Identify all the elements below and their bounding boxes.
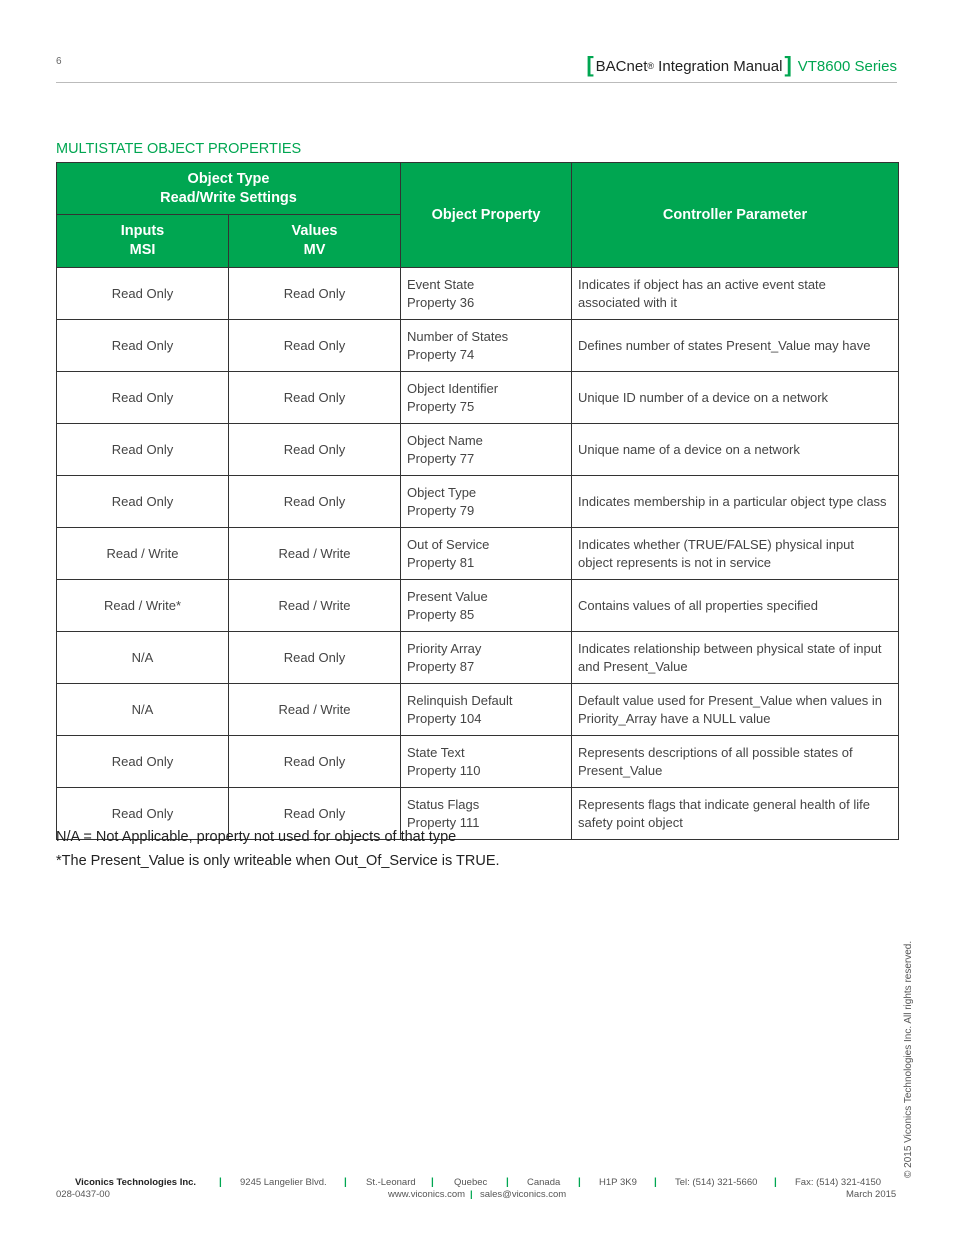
table-row [57,528,899,580]
cell-inputs: Read Only [57,268,229,320]
cell-description: Unique name of a device on a network [572,424,899,476]
cell-property: Out of Service Property 81 [401,528,572,580]
cell-values: Read Only [229,424,401,476]
header-object-type: Object Type Read/Write Settings [57,163,401,215]
cell-description: Represents descriptions of all possible states of Present_Value [572,736,899,788]
cell-description: Represents flags that indicate general health of life safety point object [572,788,899,840]
cell-property: Object Identifier Property 75 [401,372,572,424]
footer-fax: Fax: (514) 321-4150 [795,1177,882,1188]
cell-inputs: Read Only [57,788,229,840]
series-name: VT8600 Series [797,57,897,75]
header-controller-parameter: Controller Parameter [572,163,899,268]
cell-description: Contains values of all properties specified [572,580,899,632]
cell-property: State Text Property 110 [401,736,572,788]
footer-email-link[interactable]: sales@viconics.com [480,1189,567,1200]
cell-values: Read / Write [229,580,401,632]
cell-description: Indicates whether (TRUE/FALSE) physical input object represents is not in service [572,528,899,580]
document-header-title [584,52,897,77]
table-row [57,684,899,736]
footer-separator: | [774,1177,777,1188]
page-number: 6 [56,56,62,67]
footer-tel: Tel: (514) 321-5660 [675,1177,758,1188]
footer-postal-code: H1P 3K9 [599,1177,637,1188]
footer-province: Quebec [454,1177,488,1188]
cell-property: Object Type Property 79 [401,476,572,528]
table-row [57,372,899,424]
cell-values: Read Only [229,372,401,424]
footer-city: St.-Leonard [366,1177,416,1188]
cell-property: Priority Array Property 87 [401,632,572,684]
cell-inputs: Read / Write* [57,580,229,632]
footer-separator: | [219,1177,222,1188]
cell-property: Status Flags Property 111 [401,788,572,840]
footer-separator: | [654,1177,657,1188]
registered-mark: ® [647,61,655,71]
footer-company: Viconics Technologies Inc. [75,1177,197,1188]
cell-values: Read Only [229,476,401,528]
table-row [57,632,899,684]
table-row [57,580,899,632]
header-object-property: Object Property [401,163,572,268]
cell-inputs: Read Only [57,736,229,788]
present-value-note: *The Present_Value is only writeable when Out_Of_Service is TRUE. [56,853,500,869]
footer-website-link[interactable]: www.viconics.com [388,1189,466,1200]
footer-separator: | [470,1189,473,1200]
cell-values: Read Only [229,788,401,840]
manual-name: BACnet [595,57,648,75]
footer-separator: | [344,1177,347,1188]
section-title: MULTISTATE OBJECT PROPERTIES [56,141,302,157]
header-close-bracket: ] [784,52,792,77]
table-row [57,476,899,528]
cell-inputs: Read Only [57,476,229,528]
cell-description: Unique ID number of a device on a network [572,372,899,424]
footer-address: 9245 Langelier Blvd. [240,1177,327,1188]
table-row [57,320,899,372]
cell-values: Read / Write [229,684,401,736]
footer-separator: | [431,1177,434,1188]
header-open-bracket: [ [586,52,594,77]
cell-property: Number of States Property 74 [401,320,572,372]
footer-doc-number: 028-0437-00 [56,1189,110,1200]
cell-property: Present Value Property 85 [401,580,572,632]
cell-description: Default value used for Present_Value when values in Priority_Array have a NULL value [572,684,899,736]
copyright-notice: © 2015 Viconics Technologies Inc. All rights reserved. [903,940,914,1178]
cell-values: Read Only [229,736,401,788]
cell-description: Defines number of states Present_Value may have [572,320,899,372]
table-row [57,424,899,476]
table-row [57,736,899,788]
cell-property: Relinquish Default Property 104 [401,684,572,736]
footer-date: March 2015 [846,1189,897,1200]
header-divider [56,82,897,83]
cell-property: Object Name Property 77 [401,424,572,476]
cell-inputs: Read Only [57,320,229,372]
cell-values: Read Only [229,632,401,684]
footer-country: Canada [527,1177,561,1188]
cell-values: Read / Write [229,528,401,580]
header-inputs: Inputs MSI [57,215,229,268]
manual-suffix: Integration Manual [654,57,783,75]
cell-property: Event State Property 36 [401,268,572,320]
cell-values: Read Only [229,320,401,372]
cell-inputs: Read Only [57,372,229,424]
cell-description: Indicates membership in a particular object type class [572,476,899,528]
cell-description: Indicates relationship between physical state of input and Present_Value [572,632,899,684]
footer-separator: | [578,1177,581,1188]
cell-inputs: Read Only [57,424,229,476]
cell-inputs: Read / Write [57,528,229,580]
na-note: N/A = Not Applicable, property not used for objects of that type [56,829,457,845]
cell-description: Indicates if object has an active event state associated with it [572,268,899,320]
cell-inputs: N/A [57,632,229,684]
cell-inputs: N/A [57,684,229,736]
footer-separator: | [506,1177,509,1188]
cell-values: Read Only [229,268,401,320]
table-row [57,268,899,320]
header-values: Values MV [229,215,401,268]
multistate-properties-table [56,162,899,840]
